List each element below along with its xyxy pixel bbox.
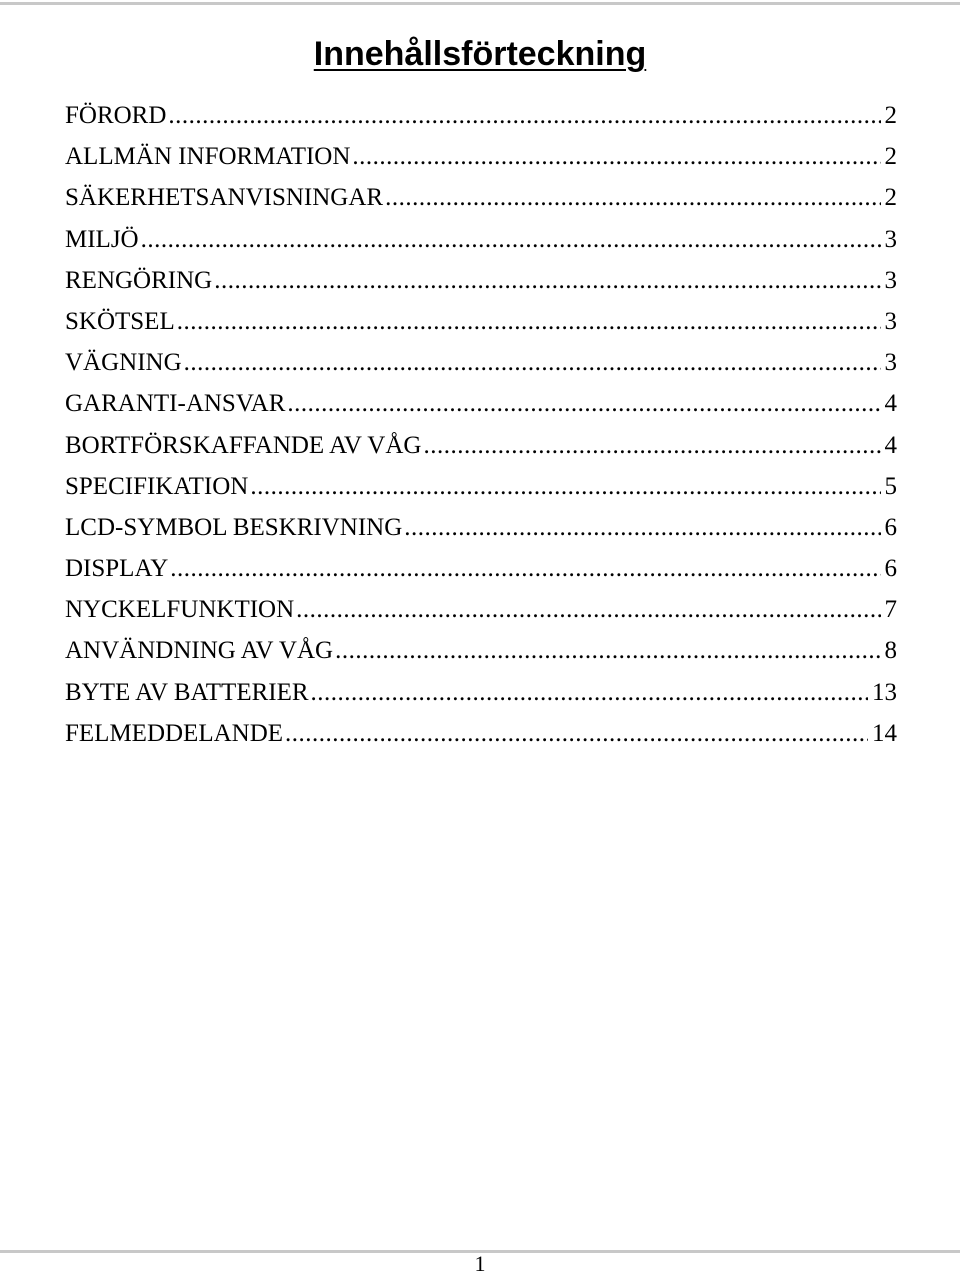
top-divider [0,2,960,5]
dot-leader [287,383,880,424]
toc-entry-fororde[interactable] [65,95,897,136]
toc-entry-page: 3 [884,266,897,294]
dot-leader [184,342,881,383]
toc-entry-specifikation[interactable] [65,466,897,507]
toc-entry-skotsel[interactable] [65,301,897,342]
toc-entry-nyckelfunktion[interactable] [65,589,897,630]
toc-entry-felmeddelande[interactable] [65,713,897,754]
dot-leader [296,589,880,630]
toc-entry-lcd-symbol[interactable] [65,507,897,548]
toc-entry-page: 13 [872,678,897,706]
toc-entry-vagning[interactable] [65,342,897,383]
toc-entry-page: 14 [872,719,897,747]
page-title: Innehållsförteckning [313,35,647,73]
dot-leader [352,136,880,177]
toc-entry-rengoring[interactable] [65,260,897,301]
dot-leader [214,260,880,301]
toc-entry-byte-av-batterier[interactable] [65,672,897,713]
toc-entry-label: GARANTI-ANSVAR [65,390,286,418]
dot-leader [311,672,868,713]
toc-entry-page: 3 [884,307,897,335]
toc-entry-page: 2 [884,143,897,171]
toc-entry-page: 2 [884,184,897,212]
dot-leader [177,301,881,342]
toc-entry-page: 3 [884,225,897,253]
toc-entry-label: RENGÖRING [65,266,213,294]
toc-entry-page: 4 [884,390,897,418]
dot-leader [385,177,880,218]
page-number: 1 [474,1251,486,1276]
dot-leader [335,630,880,671]
toc-entry-miljo[interactable] [65,219,897,260]
toc-entry-sakerhetsanvisningar[interactable] [65,177,897,218]
dot-leader [141,219,881,260]
toc-entry-label: SPECIFIKATION [65,472,249,500]
toc-entry-page: 3 [884,349,897,377]
toc-entry-page: 5 [884,472,897,500]
dot-leader [285,713,868,754]
dot-leader [404,507,880,548]
toc-entry-label: BORTFÖRSKAFFANDE AV VÅG [65,431,422,459]
dot-leader [423,425,880,466]
toc-entry-page: 2 [884,102,897,129]
dot-leader [168,95,880,136]
toc-entry-label: FELMEDDELANDE [65,719,284,747]
toc-entry-label: SKÖTSEL [65,307,175,335]
toc-entry-anvandning[interactable] [65,630,897,671]
toc-entry-garanti-ansvar[interactable] [65,383,897,424]
table-of-contents [65,95,897,754]
toc-entry-page: 7 [884,596,897,624]
toc-entry-label: DISPLAY [65,555,169,583]
toc-entry-label: VÄGNING [65,349,182,377]
toc-entry-label: SÄKERHETSANVISNINGAR [65,184,384,212]
toc-entry-page: 4 [884,431,897,459]
toc-entry-display[interactable] [65,548,897,589]
toc-entry-label: FÖRORD [65,102,167,129]
toc-entry-page: 6 [884,555,897,583]
toc-entry-page: 6 [884,513,897,541]
dot-leader [170,548,880,589]
toc-entry-label: NYCKELFUNKTION [65,596,295,624]
toc-entry-label: ANVÄNDNING AV VÅG [65,637,334,665]
toc-entry-label: BYTE AV BATTERIER [65,678,309,706]
toc-entry-bortforskaffande[interactable] [65,425,897,466]
toc-entry-page: 8 [884,637,897,665]
toc-entry-allman-information[interactable] [65,136,897,177]
dot-leader [250,466,880,507]
toc-entry-label: ALLMÄN INFORMATION [65,143,351,171]
toc-entry-label: MILJÖ [65,225,139,253]
toc-entry-label: LCD-SYMBOL BESKRIVNING [65,513,403,541]
